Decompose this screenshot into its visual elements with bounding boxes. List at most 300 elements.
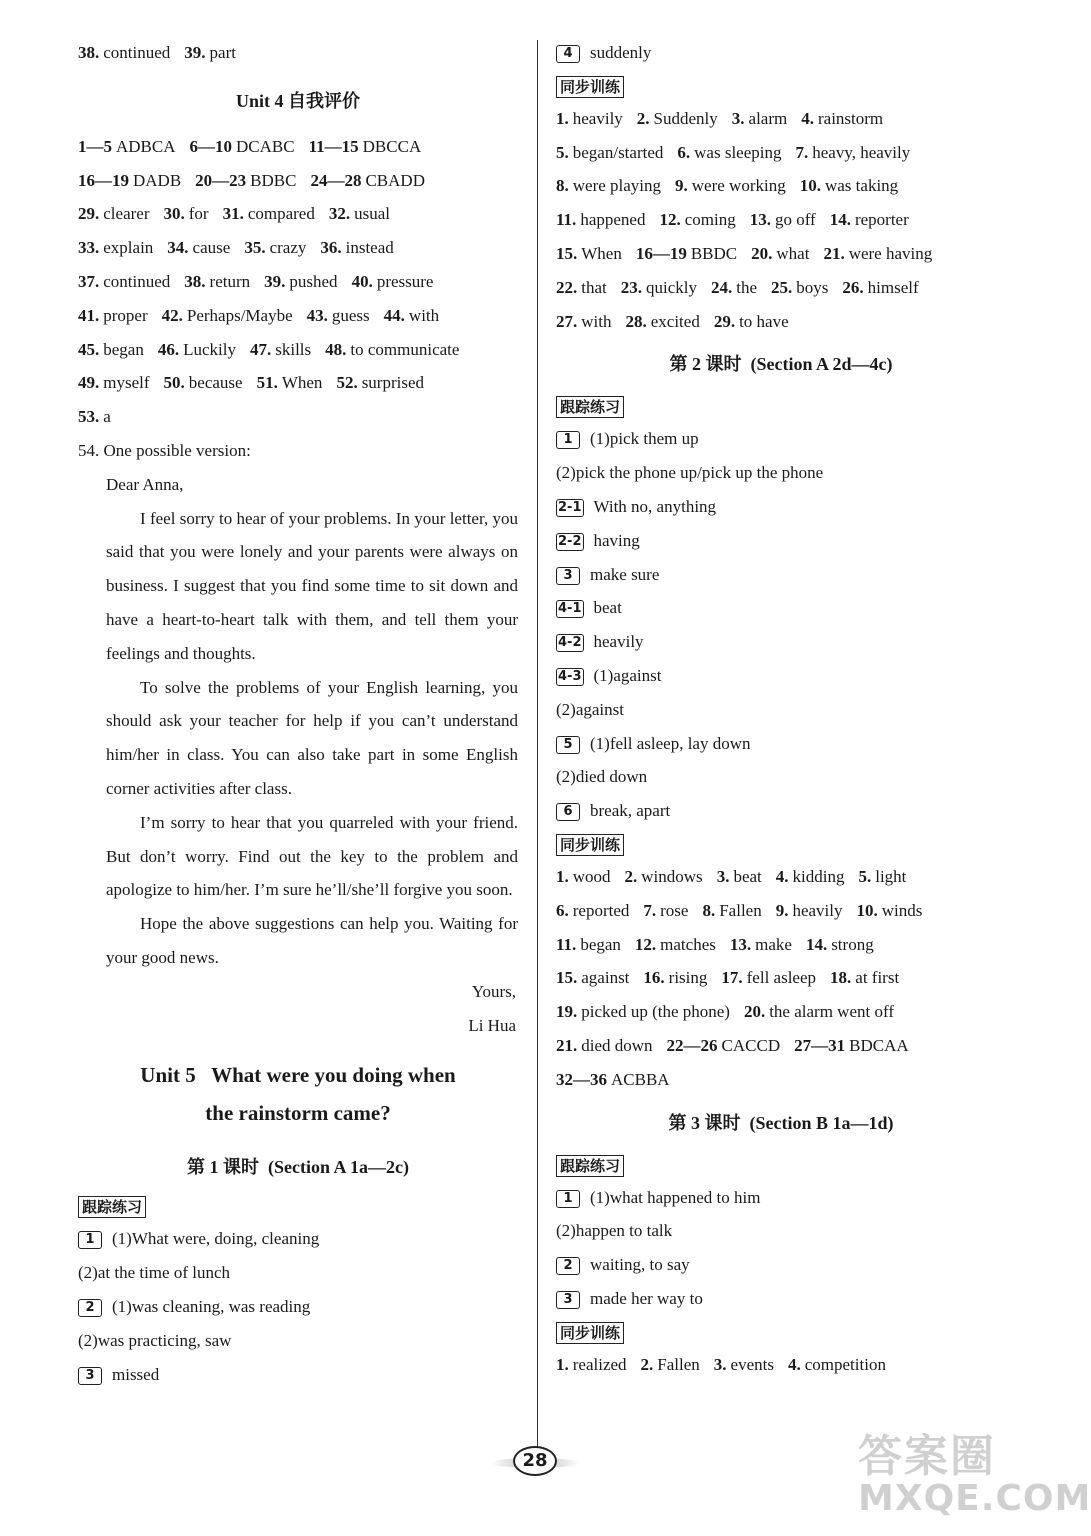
answer-item <box>163 197 208 231</box>
answer-text: (2)pick the phone up/pick up the phone <box>556 463 824 483</box>
answer-text: events <box>730 1354 774 1374</box>
answer-text: make sure <box>590 564 660 584</box>
answer-text: windows <box>641 866 703 886</box>
answer-item <box>714 1348 774 1382</box>
answer-number: 41. <box>78 305 100 325</box>
answer-number: 47. <box>249 339 272 359</box>
essay-paragraph: To solve the problems of your English learning, you should ask your teacher for help if you can’t understand him/her in class. You can also take part in some English corner activities after class. <box>106 677 518 798</box>
answer-item <box>643 961 707 995</box>
answer-text: kidding <box>792 866 845 886</box>
answer-text: cause <box>192 238 231 258</box>
answer-line <box>556 1248 1006 1282</box>
answer-number: 13. <box>749 210 771 230</box>
answer-number: 7. <box>795 142 809 162</box>
answer-number: 6. <box>677 142 691 162</box>
answer-number: 1. <box>556 1354 569 1374</box>
answer-text: realized <box>572 1354 627 1374</box>
answer-text: (2)was practicing, saw <box>78 1330 232 1350</box>
question-number-box: 4 <box>556 45 580 63</box>
question-number-box: 1 <box>78 1231 102 1249</box>
answer-row <box>556 203 1006 237</box>
answer-item <box>320 231 393 265</box>
answer-number: 43. <box>306 305 328 325</box>
answer-text: waiting, to say <box>590 1255 690 1275</box>
answer-item <box>788 1348 886 1382</box>
answer-number: 50. <box>163 373 185 393</box>
answer-row <box>556 169 1006 203</box>
answer-number: 39. <box>264 271 286 291</box>
answer-number: 27. <box>556 311 578 331</box>
answer-text: picked up (the phone) <box>581 1002 730 1022</box>
unit5-title-line2: the rainstorm came? <box>205 1101 391 1126</box>
answer-text: pressure <box>376 271 434 291</box>
answer-number: 3. <box>716 866 730 886</box>
answer-text: reporter <box>854 210 909 230</box>
answer-item <box>776 894 843 928</box>
answer-item <box>823 237 932 271</box>
practice-label: 跟踪练习 <box>556 396 624 418</box>
question-number-box: 1 <box>556 1190 580 1208</box>
answer-row <box>556 305 1006 339</box>
answer-text: himself <box>867 277 919 297</box>
answer-text: (2)died down <box>556 767 648 787</box>
answer-number: 23. <box>620 277 642 297</box>
answer-number: 22. <box>556 277 578 297</box>
answer-text: beat <box>733 866 762 886</box>
answer-item <box>325 333 459 367</box>
page-number-badge: 28 <box>513 1446 557 1476</box>
answer-item <box>78 400 111 434</box>
answer-text: DBCCA <box>362 136 422 156</box>
watermark-logo <box>858 1420 1091 1536</box>
answer-row <box>78 333 518 367</box>
sync2-answers <box>556 860 1006 1097</box>
answer-item <box>830 203 909 237</box>
answer-text: ADBCA <box>116 136 176 156</box>
answer-item <box>556 305 611 339</box>
answer-item <box>158 333 236 367</box>
answer-text: clearer <box>103 204 150 224</box>
answer-text: make <box>755 934 792 954</box>
answer-text: happened <box>580 210 646 230</box>
answer-text: continued <box>103 271 171 291</box>
answer-text: rainstorm <box>817 108 884 128</box>
answer-text: the alarm went off <box>769 1002 894 1022</box>
answer-line <box>78 1222 518 1256</box>
answer-row <box>78 164 518 198</box>
answer-text: wood <box>572 866 611 886</box>
lesson3-practice-list <box>556 1181 1006 1316</box>
essay-signature: Li Hua <box>468 1015 516 1035</box>
right-column <box>556 36 1006 1382</box>
answer-row <box>556 928 1006 962</box>
lesson2-title: 第 2 课时 (Section A 2d—4c) <box>669 354 893 375</box>
answer-item <box>776 860 845 894</box>
answer-number: 37. <box>78 271 100 291</box>
sync1-answers <box>556 102 1006 339</box>
answer-item <box>556 1063 670 1097</box>
answer-number: 5. <box>858 866 872 886</box>
essay-closing: Yours, <box>471 981 516 1001</box>
answer-number: 35. <box>244 238 266 258</box>
answer-text: BDCAA <box>849 1035 909 1055</box>
essay-intro: 54. One possible version: <box>78 440 251 460</box>
answer-number: 45. <box>78 339 100 359</box>
answer-number: 12. <box>634 934 657 954</box>
answer-number: 3. <box>731 108 745 128</box>
answer-row <box>556 1063 1006 1097</box>
answer-text: part <box>209 43 236 62</box>
question-number-box: 2 <box>78 1299 102 1317</box>
answer-text: strong <box>831 934 874 954</box>
answer-row <box>556 961 1006 995</box>
answer-number: 21. <box>823 243 845 263</box>
answer-number: 4. <box>775 866 789 886</box>
unit4-title: Unit 4 自我评价 <box>235 90 360 111</box>
watermark-line2: MXQE.COM <box>858 1478 1091 1519</box>
answer-number: 40. <box>351 271 373 291</box>
answer-item <box>264 265 337 299</box>
answer-text: (1)fell asleep, lay down <box>590 733 751 753</box>
answer-number: 7. <box>643 900 657 920</box>
answer-item <box>78 366 150 400</box>
practice-label: 跟踪练习 <box>556 1155 624 1177</box>
answer-row <box>78 366 518 400</box>
answer-item <box>751 237 809 271</box>
answer-number: 22—26 <box>666 1035 718 1055</box>
answer-item <box>329 197 390 231</box>
answer-text: alarm <box>748 108 788 128</box>
answer-item <box>556 1029 653 1063</box>
answer-text: with <box>581 311 612 331</box>
answer-item <box>732 102 787 136</box>
answer-text: CACCD <box>721 1035 781 1055</box>
answer-item <box>556 102 623 136</box>
answer-item <box>195 164 296 198</box>
answer-item <box>78 197 149 231</box>
sync-label: 同步训练 <box>556 834 624 856</box>
question-number-box: 3 <box>78 1367 102 1385</box>
answer-number: 1. <box>556 108 569 128</box>
answer-number: 6—10 <box>189 136 233 156</box>
answer-text: for <box>188 204 209 224</box>
answer-text: pushed <box>289 271 338 291</box>
answer-item <box>730 928 792 962</box>
answer-item <box>336 366 424 400</box>
answer-item <box>858 860 906 894</box>
answer-text: fell asleep <box>746 968 817 988</box>
answer-number: 51. <box>256 373 278 393</box>
answer-item <box>184 36 236 70</box>
answer-item <box>771 271 828 305</box>
answer-text: having <box>593 530 640 550</box>
sync-label: 同步训练 <box>556 1322 624 1344</box>
answer-text: winds <box>881 900 923 920</box>
answer-number: 46. <box>157 339 180 359</box>
answer-item <box>721 961 816 995</box>
essay-body <box>78 502 518 1043</box>
answer-number: 39. <box>184 43 206 62</box>
unit4-answers <box>78 130 518 434</box>
question-number-box: 2-2 <box>558 533 582 549</box>
answer-item <box>637 102 718 136</box>
answer-item <box>794 1029 909 1063</box>
answer-text: rose <box>660 900 689 920</box>
answer-row <box>556 1348 1006 1382</box>
question-number-box: 4-2 <box>558 635 582 651</box>
answer-item <box>625 860 703 894</box>
answer-number: 16—19 <box>78 170 129 190</box>
answer-number: 24. <box>711 277 733 297</box>
answer-item <box>702 894 761 928</box>
answer-item <box>250 333 311 367</box>
answer-item <box>556 1348 627 1382</box>
answer-item <box>164 366 243 400</box>
answer-line <box>556 760 1006 794</box>
answer-item <box>244 231 306 265</box>
answer-item <box>78 130 176 164</box>
answer-number: 20. <box>751 243 773 263</box>
answer-item <box>556 928 621 962</box>
answer-number: 2. <box>636 108 650 128</box>
answer-number: 11—15 <box>308 136 359 156</box>
answer-line <box>556 727 1006 761</box>
answer-text: was sleeping <box>694 142 782 162</box>
answer-item <box>167 231 230 265</box>
answer-number: 27—31 <box>794 1035 846 1055</box>
lesson3-title: 第 3 课时 (Section B 1a—1d) <box>668 1112 894 1133</box>
answer-text: CBADD <box>365 170 425 190</box>
lesson1-title: 第 1 课时 (Section A 1a—2c) <box>187 1157 409 1178</box>
answer-item <box>307 299 370 333</box>
answer-item <box>78 265 170 299</box>
answer-text: (1)against <box>593 665 662 685</box>
answer-item <box>556 169 661 203</box>
answer-text: what <box>776 243 810 263</box>
answer-number: 14. <box>829 210 851 230</box>
answer-number: 4. <box>787 1354 801 1374</box>
answer-item <box>677 136 781 170</box>
answer-number: 26. <box>842 277 864 297</box>
answer-text: were playing <box>572 176 662 196</box>
answer-text: boys <box>796 277 829 297</box>
answer-line <box>556 1214 1006 1248</box>
answer-number: 15. <box>556 968 578 988</box>
answer-item <box>556 961 629 995</box>
answer-text: With no, anything <box>593 496 717 516</box>
answer-text: with <box>408 305 440 325</box>
answer-item <box>556 271 607 305</box>
answer-item <box>636 237 737 271</box>
answer-item <box>556 860 611 894</box>
answer-text: quickly <box>646 277 697 297</box>
answer-text: compared <box>247 204 315 224</box>
answer-number: 16—19 <box>635 243 687 263</box>
answer-line <box>556 625 1006 659</box>
answer-text: When <box>581 243 622 263</box>
answer-number: 10. <box>856 900 878 920</box>
answer-line <box>556 794 1006 828</box>
answer-number: 32. <box>328 204 351 224</box>
answer-row <box>78 130 518 164</box>
answer-line <box>78 1358 518 1392</box>
answer-text: to have <box>739 311 789 331</box>
answer-number: 52. <box>336 373 358 393</box>
answer-number: 33. <box>78 238 100 258</box>
answer-row <box>556 237 1006 271</box>
answer-row <box>556 1029 1006 1063</box>
answer-text: (1)What were, doing, cleaning <box>112 1229 320 1249</box>
answer-text: began <box>580 934 621 954</box>
answer-text: instead <box>345 238 394 258</box>
answer-row <box>78 197 518 231</box>
answer-item <box>556 995 730 1029</box>
answer-text: died down <box>581 1035 653 1055</box>
answer-text: Fallen <box>657 1354 700 1374</box>
answer-number: 11. <box>556 210 577 230</box>
answer-item <box>223 197 315 231</box>
answer-item <box>830 961 899 995</box>
answer-item <box>78 36 170 70</box>
answer-number: 18. <box>830 968 852 988</box>
answer-row <box>78 299 518 333</box>
answer-number: 3. <box>713 1354 727 1374</box>
answer-item <box>556 36 1006 70</box>
answer-number: 11. <box>556 934 577 954</box>
answer-row <box>556 102 1006 136</box>
answer-item <box>78 164 181 198</box>
answer-text: rising <box>668 968 708 988</box>
answer-item <box>310 164 425 198</box>
answer-text: were having <box>848 243 933 263</box>
answer-item <box>717 860 762 894</box>
answer-text: Fallen <box>719 900 762 920</box>
answer-number: 25. <box>771 277 793 297</box>
question-number-box: 4-1 <box>558 601 582 617</box>
answer-text: matches <box>660 934 716 954</box>
answer-item <box>556 136 663 170</box>
answer-text: skills <box>275 339 312 359</box>
answer-line <box>556 591 1006 625</box>
answer-text: (1)what happened to him <box>590 1187 761 1207</box>
answer-item <box>795 136 910 170</box>
answer-text: reported <box>572 900 630 920</box>
question-number-box: 3 <box>556 567 580 585</box>
answer-text: (2)happen to talk <box>556 1221 673 1241</box>
answer-text: usual <box>354 204 390 224</box>
answer-line <box>556 558 1006 592</box>
answer-number: 48. <box>325 339 347 359</box>
answer-text: return <box>209 271 251 291</box>
answer-text: (1)pick them up <box>590 429 699 449</box>
answer-item <box>625 305 699 339</box>
answer-line <box>556 693 1006 727</box>
answer-text: (1)was cleaning, was reading <box>112 1296 311 1316</box>
answer-item <box>667 1029 781 1063</box>
question-number-box: 3 <box>556 1291 580 1309</box>
answer-number: 32—36 <box>556 1069 607 1089</box>
answer-text: ACBBA <box>611 1069 670 1089</box>
answer-item <box>556 894 629 928</box>
answer-text: myself <box>103 373 150 393</box>
answer-number: 34. <box>167 238 189 258</box>
answer-row <box>556 271 1006 305</box>
answer-number: 31. <box>222 204 244 224</box>
answer-number: 4. <box>801 108 814 128</box>
answer-text: BDBC <box>250 170 297 190</box>
answer-line <box>556 1282 1006 1316</box>
answer-text: continued <box>103 43 171 62</box>
answer-line <box>556 490 1006 524</box>
answer-number: 8. <box>556 176 569 196</box>
question-number-box: 1 <box>556 431 580 449</box>
answer-text: coming <box>684 210 736 230</box>
practice-label: 跟踪练习 <box>78 1196 146 1218</box>
answer-text: heavily <box>593 632 644 652</box>
answer-item <box>714 305 789 339</box>
answer-number: 53. <box>78 407 100 427</box>
answer-item <box>801 102 883 136</box>
answer-row <box>556 860 1006 894</box>
answer-item <box>78 333 144 367</box>
answer-item <box>744 995 894 1029</box>
answer-number: 1—5 <box>78 136 112 156</box>
answer-text: light <box>875 866 907 886</box>
unit5-title: Unit 5 What were you doing when <box>140 1063 456 1088</box>
essay-greeting: Dear Anna, <box>106 474 184 494</box>
answer-number: 9. <box>675 176 688 196</box>
answer-line <box>556 659 1006 693</box>
column-divider <box>537 40 538 1460</box>
answer-text: Suddenly <box>653 108 718 128</box>
answer-text: When <box>281 373 323 393</box>
answer-number: 9. <box>775 900 789 920</box>
answer-text: guess <box>331 305 370 325</box>
answer-text: to communicate <box>350 339 460 359</box>
lesson2-practice-list <box>556 422 1006 828</box>
answer-number: 8. <box>702 900 716 920</box>
answer-row <box>78 36 518 70</box>
answer-number: 12. <box>659 210 681 230</box>
answer-text: missed <box>112 1364 160 1384</box>
answer-line <box>556 456 1006 490</box>
answer-number: 38. <box>78 43 100 62</box>
answer-item <box>556 203 645 237</box>
left-column <box>78 36 518 1391</box>
answer-text: because <box>188 373 243 393</box>
answer-text: go off <box>774 210 816 230</box>
answer-text: DADB <box>133 170 182 190</box>
answer-item <box>78 299 148 333</box>
sync3-answers <box>556 1348 1006 1382</box>
answer-number: 2. <box>624 866 638 886</box>
answer-item <box>750 203 816 237</box>
answer-line <box>556 1181 1006 1215</box>
answer-text: break, apart <box>590 801 671 821</box>
answer-line <box>78 1324 518 1358</box>
answer-item <box>384 299 439 333</box>
answer-text: DCABC <box>236 136 295 156</box>
question-number-box: 4-3 <box>558 669 582 685</box>
sync-label: 同步训练 <box>556 76 624 98</box>
answer-text: competition <box>804 1354 886 1374</box>
answer-text: Luckily <box>183 339 236 359</box>
answer-number: 10. <box>799 176 821 196</box>
answer-row <box>556 995 1006 1029</box>
answer-text: were working <box>691 176 786 196</box>
answer-line <box>78 1256 518 1290</box>
answer-item <box>675 169 786 203</box>
